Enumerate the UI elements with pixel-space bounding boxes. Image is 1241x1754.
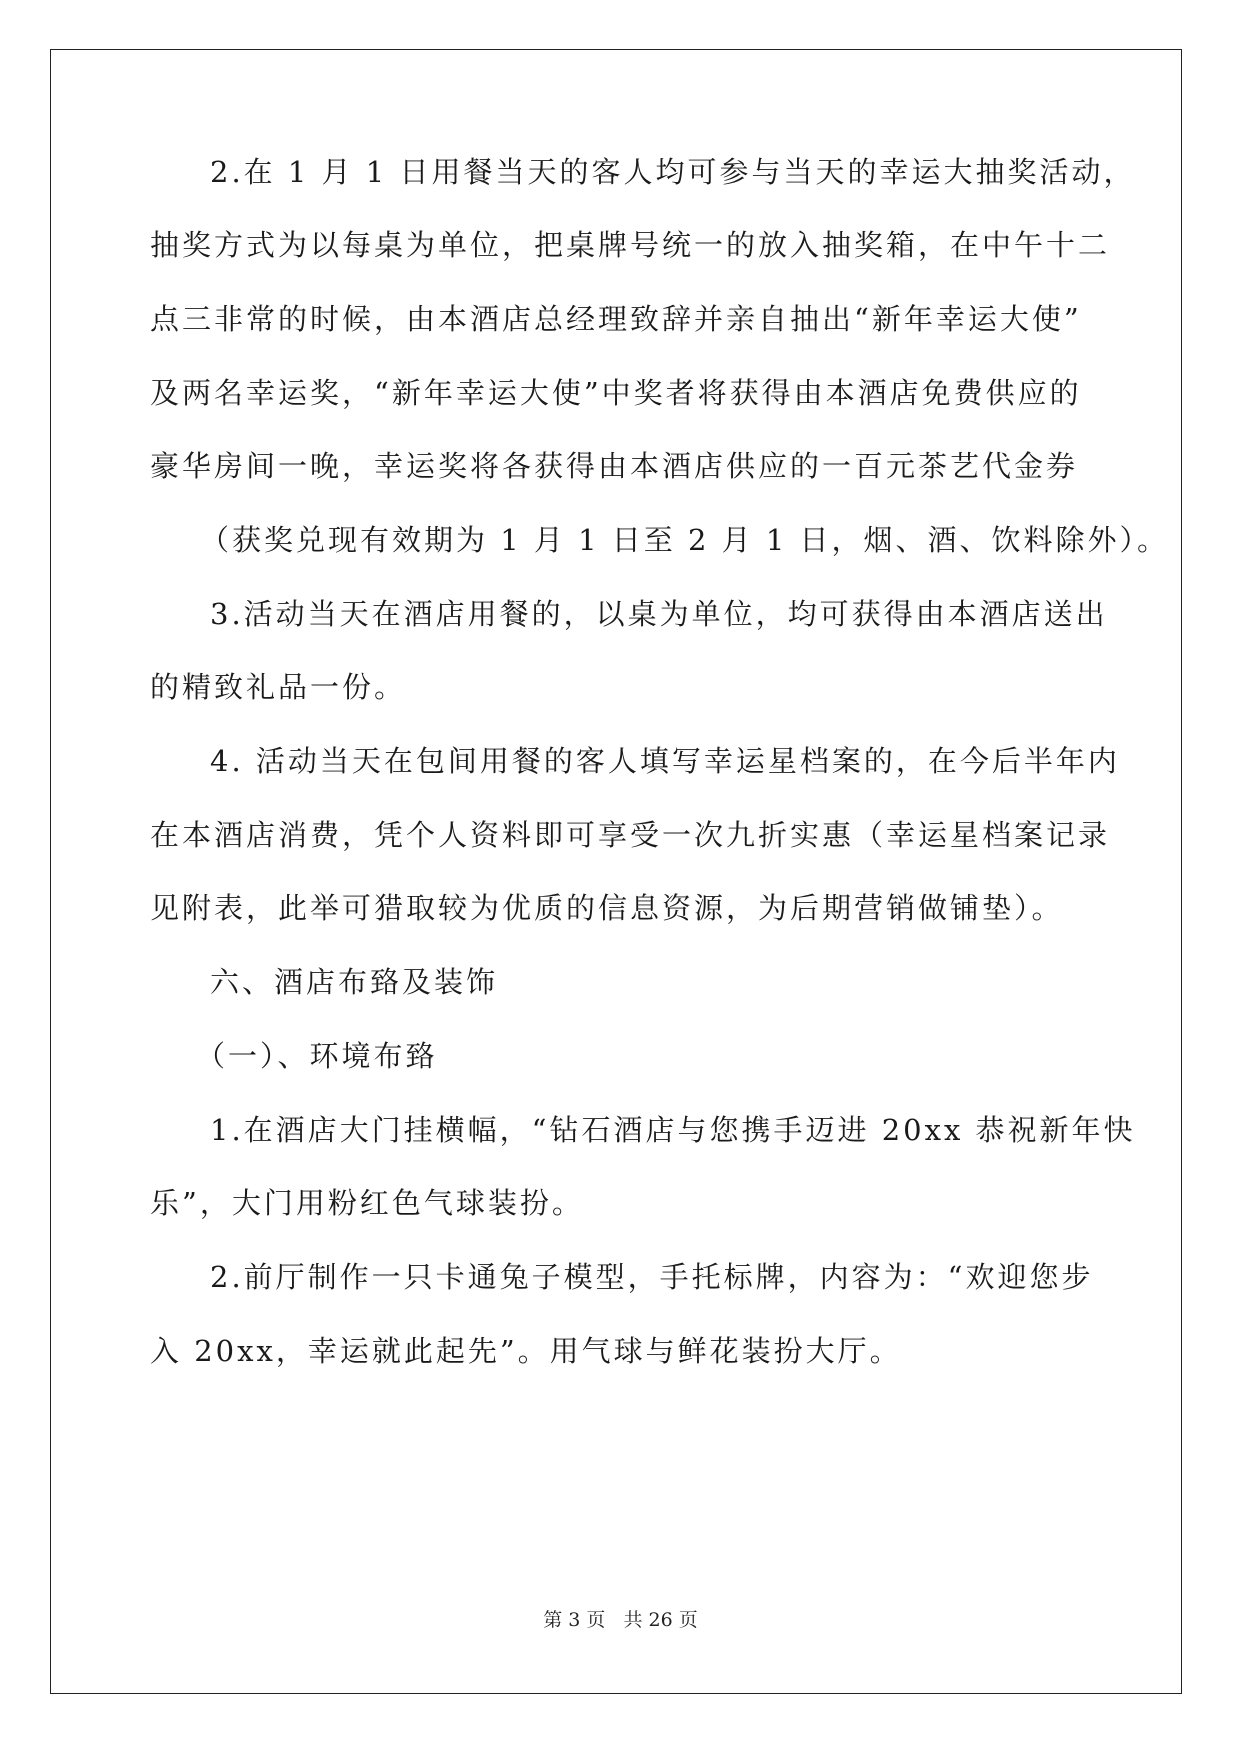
subsection-heading: （一）、环境布臵 [196,1039,438,1073]
section-heading: 六、酒店布臵及装饰 [210,965,499,999]
paragraph-line-10: 在本酒店消费，凭个人资料即可享受一次九折实惠（幸运星档案记录 [150,818,1111,852]
paragraph-line-7: 3.活动当天在酒店用餐的，以桌为单位，均可获得由本酒店送出 [210,597,1108,631]
paragraph-line-12: 1.在酒店大门挂横幅，“钻石酒店与您携手迈进 20xx 恭祝新年快 [210,1113,1136,1147]
paragraph-line-14: 2.前厅制作一只卡通兔子模型，手托标牌，内容为：“欢迎您步 [210,1260,1094,1294]
paragraph-line-6: （获奖兑现有效期为 1 月 1 日至 2 月 1 日，烟、酒、饮料除外）。 [200,523,1170,557]
paragraph-line-11: 见附表，此举可猎取较为优质的信息资源，为后期营销做铺垫）。 [150,891,1064,925]
paragraph-line-8: 的精致礼品一份。 [150,670,407,704]
page-number: 第 3 页 [543,1609,606,1631]
paragraph-line-3: 点三非常的时候，由本酒店总经理致辞并亲自抽出“新年幸运大使” [150,302,1082,336]
paragraph-line-2: 抽奖方式为以每桌为单位，把桌牌号统一的放入抽奖箱，在中午十二 [150,228,1111,262]
total-pages: 共 26 页 [623,1609,698,1631]
paragraph-line-5: 豪华房间一晚，幸运奖将各获得由本酒店供应的一百元茶艺代金券 [150,449,1079,483]
paragraph-line-13: 乐”，大门用粉红色气球装扮。 [150,1186,584,1220]
page-border [50,49,1182,1694]
paragraph-line-9: 4. 活动当天在包间用餐的客人填写幸运星档案的，在今后半年内 [210,744,1120,778]
page-footer [0,1608,1241,1632]
paragraph-line-1: 2.在 1 月 1 日用餐当天的客人均可参与当天的幸运大抽奖活动， [210,155,1136,189]
paragraph-line-4: 及两名幸运奖，“新年幸运大使”中奖者将获得由本酒店免费供应的 [150,376,1082,410]
paragraph-line-15: 入 20xx，幸运就此起先”。用气球与鲜花装扮大厅。 [150,1334,902,1368]
